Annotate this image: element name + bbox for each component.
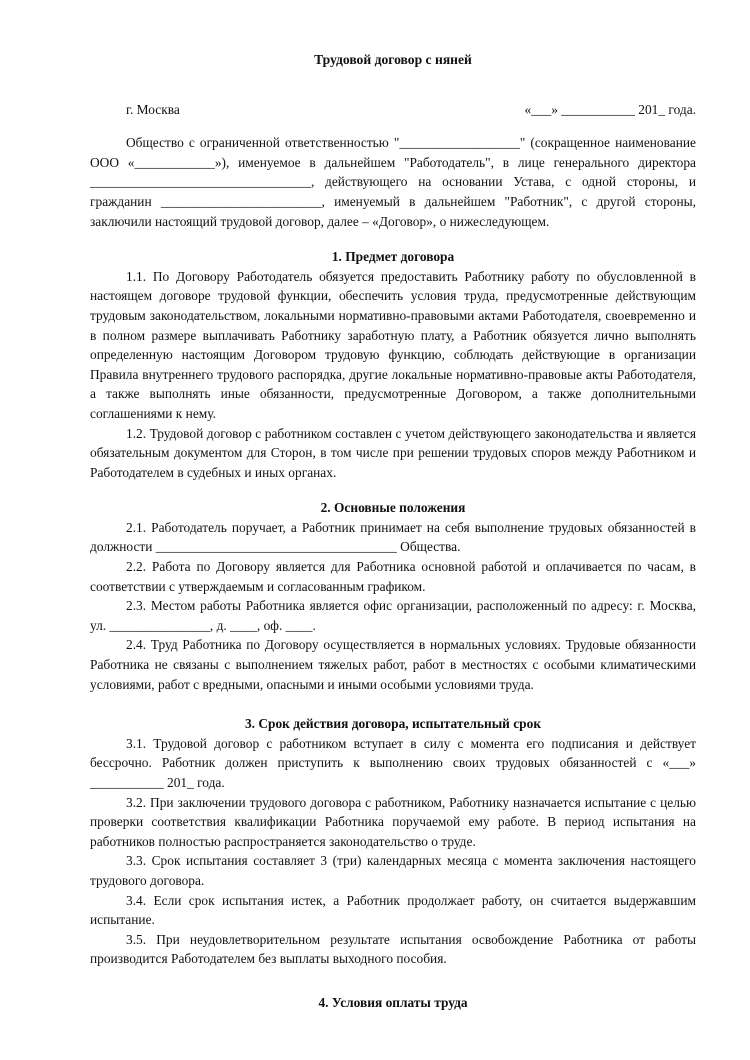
intro-paragraph: Общество с ограниченной ответственностью "__________________" (сокращенное наименование ООО «____________»), именуемое в дальнейшем "Работодатель", в лице генерального директора _________________________________, действующего на основании Устава, с одной стороны, и гражданин ________________________, именуемый в дальнейшем "Работник", с другой стороны, заключили настоящий трудовой договор, далее – «Договор», о нижеследующем.: [90, 135, 696, 229]
section-4-title: 4. Условия оплаты труда: [318, 994, 468, 1010]
section-1-title: 1. Предмет договора: [331, 249, 455, 265]
clause-2-4: 2.4. Труд Работника по Договору осуществляется в нормальных условиях. Трудовые обязанности Работника не связаны с выполнением тяжелых работ, работ в местностях с особыми климатическими условиями, работ с вредными, опасными и иными особыми условиями труда.: [90, 637, 696, 692]
clause-2-2: 2.2. Работа по Договору является для Работника основной работой и оплачивается по часам, в соответствии с утверждаемым и согласованным графиком.: [90, 559, 696, 594]
place-date-row: [90, 100, 696, 120]
document-title: Трудовой договор с няней: [314, 52, 472, 67]
clause-1-2: 1.2. Трудовой договор с работником составлен с учетом действующего законодательства и является обязательным документом для Сторон, в том числе при решении трудовых споров между Работником и Работодателем в судебных и иных органах.: [90, 425, 696, 480]
clause-3-1: 3.1. Трудовой договор с работником вступает в силу с момента его подписания и действует бессрочно. Работник должен приступить к выполнению своих трудовых обязанностей с «___» ___________ 201_ года.: [90, 735, 696, 790]
contract-date: «___» ___________ 201_ года.: [524, 101, 696, 117]
clause-3-2: 3.2. При заключении трудового договора с работником, Работнику назначается испытание с целью проверки соответствия квалификации Работника поручаемой ему работе. В период испытания на работников полностью распространяется законодательство о труде.: [90, 794, 696, 849]
city-label: г. Москва: [126, 101, 180, 117]
clause-2-3: 2.3. Местом работы Работника является офис организации, расположенный по адресу: г. Москва, ул. _______________, д. ____, оф. ____.: [90, 598, 696, 633]
clause-3-4: 3.4. Если срок испытания истек, а Работник продолжает работу, он считается выдержавшим испытание.: [90, 892, 696, 928]
clause-3-3: 3.3. Срок испытания составляет 3 (три) календарных месяца с момента заключения настоящего трудового договора.: [90, 853, 696, 888]
clause-1-1: 1.1. По Договору Работодатель обязуется предоставить Работнику работу по обусловленной в настоящем договоре трудовой функции, обеспечить условия труда, предусмотренные действующим трудовым законодательством, локальными нормативно-правовыми актами Работодателя, своевременно и в полном размере выплачивать Работнику заработную плату, а Работник обязуется лично выполнять определенную настоящим Договором трудовую функцию, соблюдать действующие в организации Правила внутреннего трудового распорядка, другие локальные нормативно-правовые акты Работодателя, а также выполнять иные обязанности, предусмотренные Договором, а также дополнительными соглашениями к нему.: [90, 268, 696, 421]
section-3-title: 3. Срок действия договора, испытательный срок: [244, 716, 542, 732]
document-page: [90, 50, 696, 1040]
section-2-title: 2. Основные положения: [320, 500, 466, 516]
clause-2-1: 2.1. Работодатель поручает, а Работник принимает на себя выполнение трудовых обязанностей в должности ____________________________________ Общества.: [90, 519, 696, 555]
clause-3-5: 3.5. При неудовлетворительном результате испытания освобождение Работника от работы производится Работодателем без выплаты выходного пособия.: [90, 931, 696, 967]
